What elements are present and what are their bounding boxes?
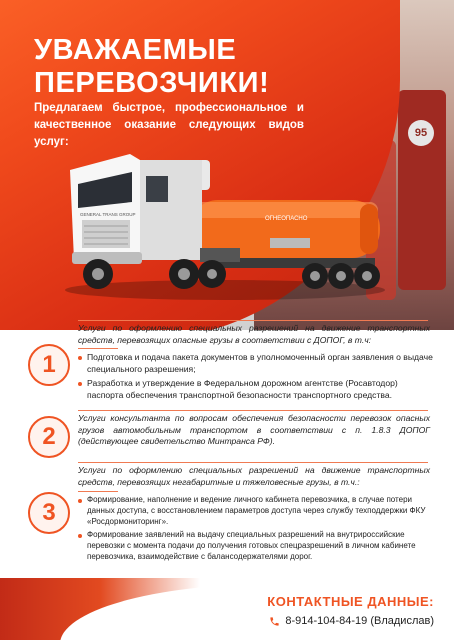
pump-badge: 95 bbox=[408, 120, 434, 146]
intro-text: Предлагаем быстрое, профессиональное и качественное оказание следующих видов услуг: bbox=[34, 102, 304, 148]
service-3-bullets bbox=[78, 495, 434, 566]
list-item: Подготовка и подача пакета документов в уполномоченный орган заявления о выдаче специального разрешения; bbox=[78, 352, 434, 375]
service-1-bullets bbox=[78, 352, 434, 404]
page-title bbox=[34, 34, 269, 100]
list-item: Разработка и утверждение в Федеральном дорожном агентстве (Росавтодор) паспорта обеспечения транспортной безопасности транспортного средства. bbox=[78, 378, 434, 401]
phone-icon bbox=[269, 616, 280, 627]
divider bbox=[78, 491, 118, 492]
tanker-truck-image bbox=[60, 140, 390, 310]
phone-number[interactable]: 8-914-104-84-19 (Владислав) bbox=[285, 615, 434, 627]
service-1-title: Услуги по оформлению специальных разрешений на движение транспортных средств, перевозящих опасные грузы в соответствии с ДОПОГ, в т.ч: bbox=[78, 323, 430, 345]
service-2-title: Услуги консультанта по вопросам обеспечения безопасности перевозок опасных грузов автомобильным транспортом в соответствии с п. 1.8.3 ДОПОГ (действующее свидетельство Минтранса РФ). bbox=[78, 413, 430, 446]
divider bbox=[78, 462, 428, 463]
contacts-footer bbox=[0, 578, 454, 640]
title-line-2: ПЕРЕВОЗЧИКИ! bbox=[34, 67, 270, 99]
services-section bbox=[0, 312, 454, 582]
divider bbox=[78, 348, 118, 349]
contacts-title: КОНТАКТНЫЕ ДАННЫЕ: bbox=[267, 594, 434, 609]
list-item: Формирование заявлений на выдачу специальных разрешений на внутрироссийские перевозки с момента подачи до получения готовых спецразрешений в личном кабинете перевозчика, взаимодействие с балансодержателями дорог. bbox=[78, 530, 434, 562]
cab-label: GENERAL TRANS GROUP bbox=[80, 212, 136, 217]
divider bbox=[78, 410, 428, 411]
tanker-label: ОГНЕОПАСНО bbox=[265, 216, 308, 222]
service-number-3: 3 bbox=[28, 492, 70, 534]
service-3-title: Услуги по оформлению специальных разрешений на движение транспортных средств, перевозящих негабаритные и тяжеловесные грузы, в т.ч.: bbox=[78, 465, 430, 487]
service-number-1: 1 bbox=[28, 344, 70, 386]
phone-contact[interactable] bbox=[269, 615, 434, 627]
service-number-2: 2 bbox=[28, 416, 70, 458]
title-line-1: УВАЖАЕМЫЕ bbox=[34, 34, 237, 66]
divider bbox=[78, 320, 428, 321]
list-item: Формирование, наполнение и ведение личного кабинета перевозчика, в случае потери данных доступа, с восстановлением параметров доступа через службу техподдержки ФКУ «Росдормониторинг». bbox=[78, 495, 434, 527]
